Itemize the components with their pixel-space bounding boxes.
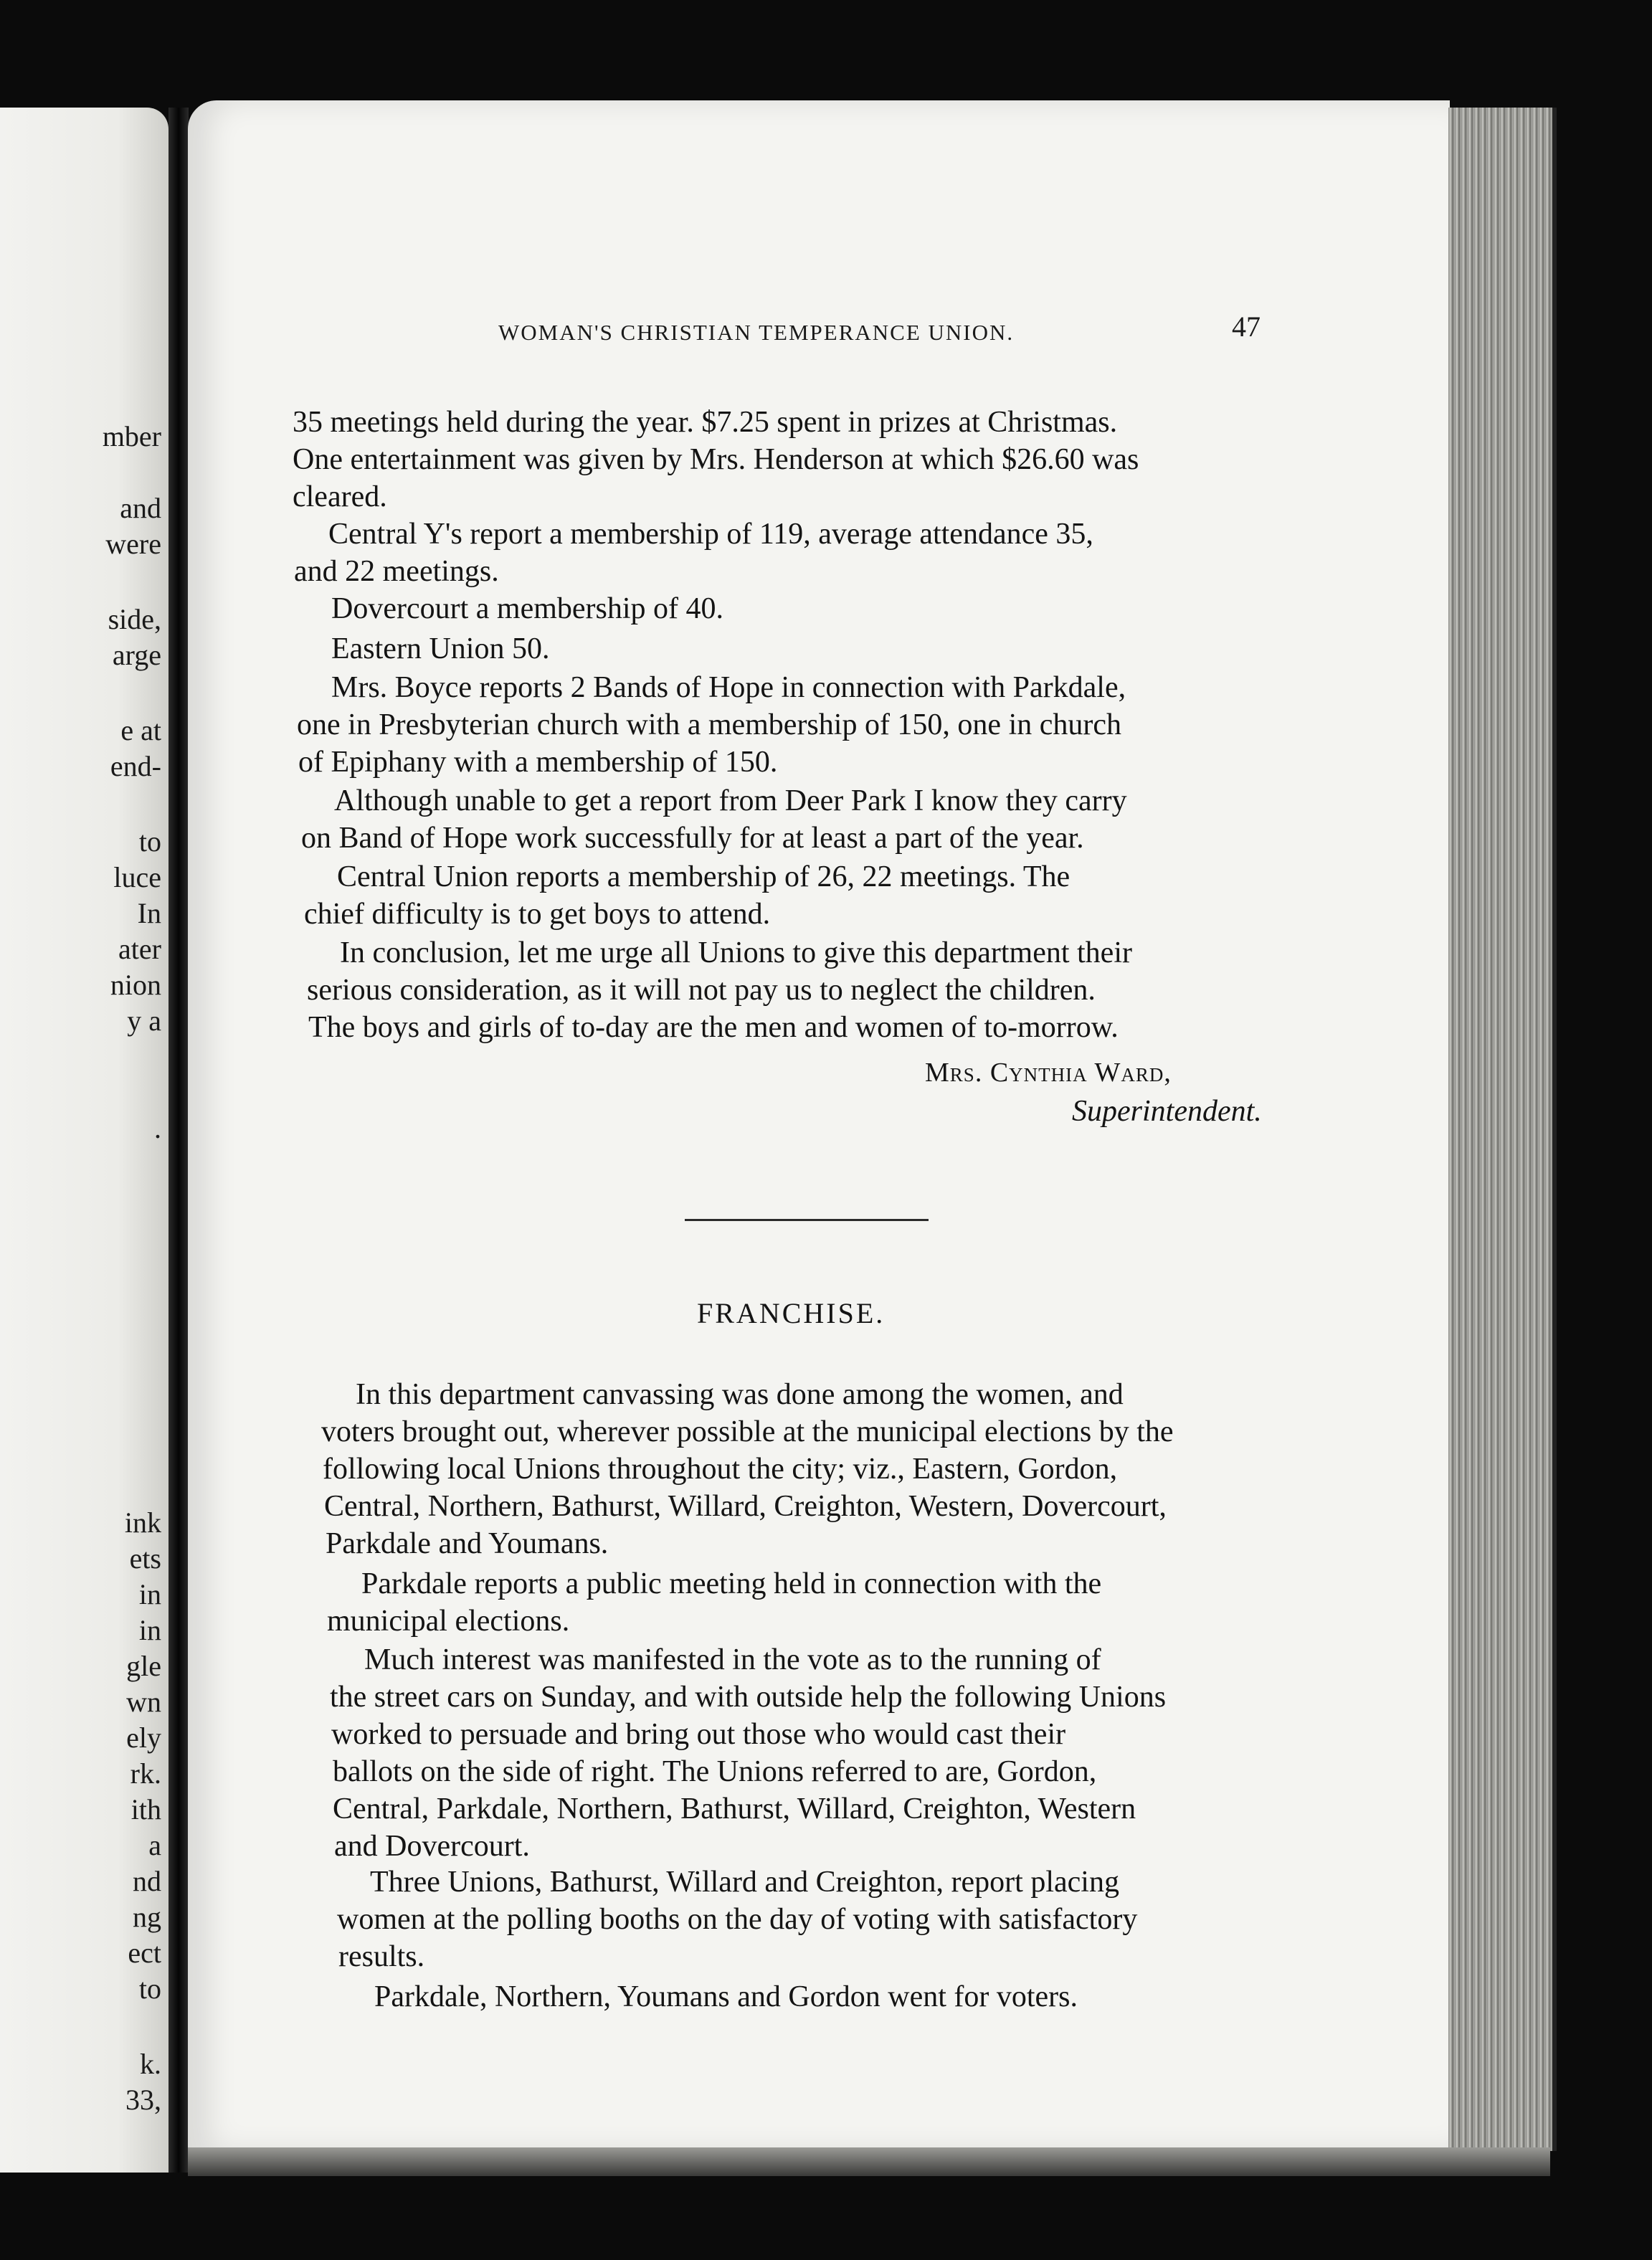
- text-line: one in Presbyterian church with a membership of 150, one in church: [297, 708, 1122, 741]
- left-fragment: In: [137, 897, 161, 929]
- text-line: worked to persuade and bring out those who would cast their: [331, 1718, 1066, 1751]
- left-fragment: ely: [126, 1722, 161, 1754]
- left-fragment: 33,: [125, 2084, 161, 2116]
- text-line: following local Unions throughout the city; viz., Eastern, Gordon,: [323, 1453, 1118, 1486]
- left-fragment: y a: [127, 1005, 161, 1037]
- text-line: voters brought out, wherever possible at the municipal elections by the: [321, 1415, 1174, 1448]
- left-fragment: end-: [110, 750, 161, 782]
- left-fragment: .: [154, 1112, 161, 1144]
- text-line: and Dovercourt.: [334, 1830, 530, 1863]
- text-line: Central, Northern, Bathurst, Willard, Creighton, Western, Dovercourt,: [324, 1490, 1167, 1523]
- left-fragment: luce: [113, 861, 161, 893]
- text-line: The boys and girls of to-day are the men and women of to-morrow.: [308, 1011, 1119, 1044]
- text-line: 35 meetings held during the year. $7.25 spent in prizes at Christmas.: [293, 406, 1118, 439]
- left-fragment: ater: [118, 933, 161, 965]
- signature-title: Superintendent.: [1072, 1095, 1262, 1128]
- running-header: WOMAN'S CHRISTIAN TEMPERANCE UNION.: [498, 320, 1015, 345]
- text-line: and 22 meetings.: [294, 555, 499, 588]
- left-fragment: nion: [110, 969, 161, 1001]
- text-line: Central, Parkdale, Northern, Bathurst, Willard, Creighton, Western: [333, 1793, 1136, 1825]
- text-line: Eastern Union 50.: [331, 632, 550, 665]
- left-fragment: wn: [126, 1686, 161, 1718]
- book-gutter: [168, 108, 189, 2173]
- text-line: Central Y's report a membership of 119, average attendance 35,: [328, 518, 1093, 551]
- text-line: women at the polling booths on the day of voting with satisfactory: [337, 1903, 1138, 1936]
- left-fragment: rk.: [130, 1757, 161, 1790]
- left-fragment: in: [138, 1614, 161, 1646]
- text-line: on Band of Hope work successfully for at least a part of the year.: [301, 822, 1084, 855]
- text-line: Dovercourt a membership of 40.: [331, 592, 724, 625]
- text-line: In conclusion, let me urge all Unions to give this department their: [340, 936, 1132, 969]
- left-fragment: side,: [108, 603, 161, 635]
- text-line: ballots on the side of right. The Unions referred to are, Gordon,: [333, 1755, 1097, 1788]
- signature: Mrs. Cynthia Ward,: [925, 1058, 1172, 1088]
- text-line: Parkdale, Northern, Youmans and Gordon went for voters.: [374, 1980, 1078, 2013]
- left-fragment: ect: [128, 1937, 161, 1969]
- text-line: One entertainment was given by Mrs. Henderson at which $26.60 was: [293, 443, 1139, 476]
- text-line: Three Unions, Bathurst, Willard and Creighton, report placing: [370, 1866, 1119, 1899]
- left-fragment: to: [138, 1972, 161, 2005]
- text-line: of Epiphany with a membership of 150.: [298, 746, 778, 779]
- text-line: Much interest was manifested in the vote as to the running of: [364, 1643, 1101, 1676]
- left-fragment: e at: [120, 714, 161, 746]
- left-fragment: were: [105, 528, 161, 560]
- left-fragment: arge: [112, 639, 161, 671]
- left-fragment: k.: [140, 2048, 161, 2080]
- left-fragment: ets: [129, 1542, 161, 1575]
- text-line: municipal elections.: [327, 1605, 570, 1638]
- left-fragment: and: [120, 492, 161, 524]
- left-fragment: to: [138, 825, 161, 858]
- text-line: Parkdale reports a public meeting held in connection with the: [361, 1567, 1102, 1600]
- left-fragment: a: [148, 1829, 161, 1861]
- text-line: Although unable to get a report from Deer Park I know they carry: [334, 784, 1127, 817]
- left-fragment: ith: [130, 1793, 161, 1825]
- page-number: 47: [1232, 310, 1261, 343]
- text-line: serious consideration, as it will not pay us to neglect the children.: [307, 974, 1096, 1007]
- text-line: cleared.: [293, 480, 387, 513]
- text-line: Mrs. Boyce reports 2 Bands of Hope in connection with Parkdale,: [331, 671, 1126, 704]
- text-line: chief difficulty is to get boys to attend.: [304, 898, 771, 931]
- left-fragment: gle: [126, 1650, 161, 1682]
- text-line: Central Union reports a membership of 26, 22 meetings. The: [337, 860, 1071, 893]
- text-line: results.: [338, 1940, 425, 1973]
- left-fragment: in: [138, 1578, 161, 1610]
- text-line: Parkdale and Youmans.: [326, 1527, 609, 1560]
- section-heading: FRANCHISE.: [697, 1297, 886, 1329]
- text-line: the street cars on Sunday, and with outside help the following Unions: [330, 1681, 1167, 1714]
- section-divider: [685, 1219, 929, 1221]
- page-bottom-edge: [188, 2147, 1550, 2176]
- text-line: In this department canvassing was done among the women, and: [356, 1378, 1124, 1411]
- left-fragment: ng: [133, 1901, 161, 1933]
- page-edges: [1448, 108, 1557, 2151]
- left-fragment: ink: [124, 1506, 161, 1539]
- left-fragment: mber: [102, 420, 161, 452]
- left-fragment: nd: [133, 1865, 161, 1897]
- left-page: [0, 108, 168, 2173]
